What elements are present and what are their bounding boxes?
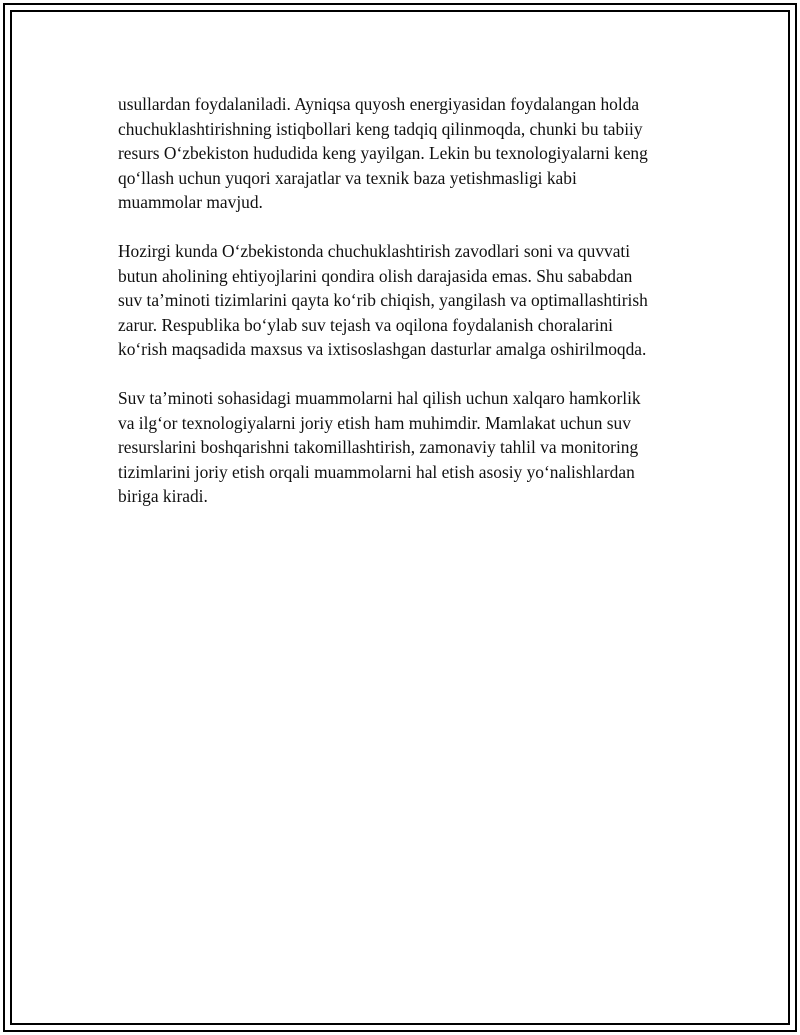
paragraph-1: usullardan foydalaniladi. Ayniqsa quyosh energiyasidan foydalangan holda chuchuklashtirishning istiqbollari keng tadqiq qilinmoqda, chunki bu tabiiy resurs O‘zbekiston hududida keng yayilgan. Lekin bu texnologiyalarni keng qo‘llash uchun yuqori xarajatlar va texnik baza yetishmasligi kabi muammolar mavjud. [118, 94, 648, 212]
document-body [118, 92, 693, 533]
paragraph-3: Suv ta’minoti sohasidagi muammolarni hal qilish uchun xalqaro hamkorlik va ilg‘or texnologiyalarni joriy etish ham muhimdir. Mamlakat uchun suv resurslarini boshqarishni takomillashtirish, zamonaviy tahlil va monitoring tizimlarini joriy etish orqali muammolarni hal etish asosiy yo‘nalishlardan biriga kiradi. [118, 388, 641, 506]
paragraph-2: Hozirgi kunda O‘zbekistonda chuchuklashtirish zavodlari soni va quvvati butun aholining ehtiyojlarini qondira olish darajasida emas. Shu sababdan suv ta’minoti tizimlarini qayta ko‘rib chiqish, yangilash va optimallashtirish zarur. Respublika bo‘ylab suv tejash va oqilona foydalanish choralarini ko‘rish maqsadida maxsus va ixtisoslashgan dasturlar amalga oshirilmoqda. [118, 241, 648, 359]
